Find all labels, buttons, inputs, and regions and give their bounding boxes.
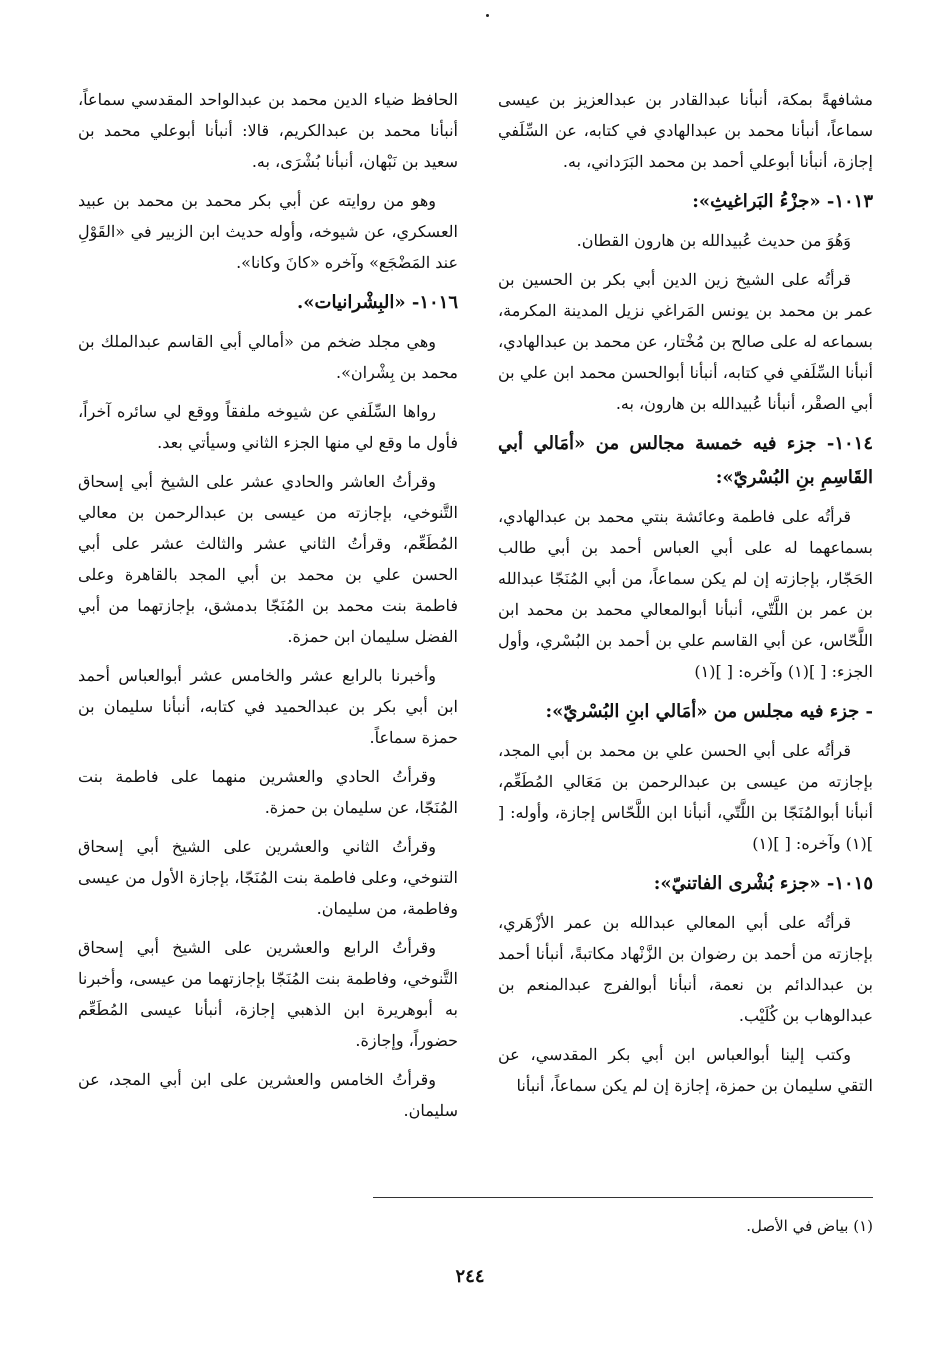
entry-heading: ١٠١٥- «جزء بُشْرى الفاتنيّ»: xyxy=(653,873,873,894)
paragraph: وقرأتُ الرابع والعشرين على الشيخ أبي إسحاق التَّنوخي، وفاطمة بنت المُنَجّا بإجازتهما من عيسى، وأخبرنا به أبوهريرة ابن الذهبي إجازة، أنبأنا عيسى المُطَعِّم حضوراً، وإجازة. xyxy=(78,938,458,1050)
paragraph: مشافهةً بمكة، أنبأنا عبدالقادر بن عبدالعزيز بن عيسى سماعاً، أنبأنا محمد بن عبدالهادي في كتابه، عن السِّلَفي إجازة، أنبأنا أبوعلي أحمد بن محمد البَرَداني، به. xyxy=(498,90,873,171)
paragraph: وَهُوَ من حديث عُبيدالله بن هارون القطان. xyxy=(576,231,851,250)
paragraph: وهي مجلد ضخم من «أمالي أبي القاسم عبدالملك بن محمد بن بِشْران». xyxy=(78,332,458,382)
entry-heading: ١٠١٦- «البِشْرانيات». xyxy=(297,292,458,313)
paragraph: قرأتُه على الشيخ زين الدين أبي بكر بن الحسين بن عمر بن محمد بن يونس المَراغي نزيل المدينة المكرمة، بسماعه له على صالح بن مُخْتار، عن محمد بن عبدالهادي، أنبأنا السِّلَفي في كتابه، أنبأنا أبوالحسن محمد ابن علي بن أبي الصقْر، أنبأنا عُبيدالله بن هارون، به. xyxy=(498,270,873,413)
paragraph: قرأتُه على أبي المعالي عبدالله بن عمر الأزْهَري، بإجازته من أحمد بن رضوان بن الزَّنْهاد مكاتبةً، أنبأنا أحمد بن عبدالدائم بن نعمة، أنبأنا أبوالفرج عبدالمنعم بن عبدالوهاب بن كُلَيْب. xyxy=(498,913,874,1025)
paragraph: وقرأتُ الخامس والعشرين على ابن أبي المجد، عن سليمان. xyxy=(78,1070,458,1120)
page-number: ٢٤٤ xyxy=(455,1266,485,1287)
paragraph: وقرأتُ الحادي والعشرين منهما على فاطمة بنت المُنَجّا، عن سليمان بن حمزة. xyxy=(78,767,458,817)
right-column xyxy=(498,84,873,1109)
entry-heading: - جزء فيه مجلس من «أمَالي ابنِ البُسْريّ»: xyxy=(545,701,873,722)
paragraph: رواها السِّلَفي عن شيوخه ملفقاً ووقع لي سائره آخراً، فأول ما وقع لي منها الجزء الثاني وسيأتي بعد. xyxy=(78,402,458,452)
paragraph: وأخبرنا بالرابع عشر والخامس عشر أبوالعباس أحمد ابن أبي بكر بن عبدالحميد في كتابه، أنبأنا سليمان بن حمزة سماعاً. xyxy=(78,666,458,747)
paragraph: وهو من روايته عن أبي بكر محمد بن محمد بن عبيد العسكري، عن شيوخه، وأوله حديث ابن الزبير في «القَوْلِ عند المَضْجَع» وآخره «كانَ وكانا». xyxy=(78,191,458,272)
paragraph: وقرأتُ العاشر والحادي عشر على الشيخ أبي إسحاق التَّنوخي، بإجازته من عيسى بن عبدالرحمن بن معالي المُطَعِّم، وقرأتُ الثاني عشر والثالث عشر على أبي الحسن علي بن محمد بن أبي المجد بالقاهرة وعلى فاطمة بنت محمد بن المُنَجّا بدمشق، بإجازتهما من أبي الفضل سليمان ابن حمزة. xyxy=(78,472,458,646)
paragraph: قرأتُه على أبي الحسن علي بن محمد بن أبي المجد، بإجازته من عيسى بن عبدالرحمن بن مَعَالي المُطَعِّم، أنبأنا أبوالمُنَجّا بن اللَّتّي، أنبأنا ابن اللَّحّاس إجازة، وأوله: [ ](١) وآخره: [ ](١) xyxy=(498,741,873,853)
entry-heading: ١٠١٣- «جزْءُ البَراغيثِ»: xyxy=(692,191,873,212)
entry-heading: ١٠١٤- جزء فيه خمسة مجالس من «أمَالي أبي القَاسِمِ بنِ البُسْريّ»: xyxy=(498,433,873,488)
left-column xyxy=(78,84,458,1134)
paragraph: وكتب إلينا أبوالعباس ابن أبي بكر المقدسي، عن التقي سليمان بن حمزة، إجازة إن لم يكن سماعاً، أنبأنا xyxy=(498,1045,873,1095)
footnote-divider xyxy=(373,1197,873,1198)
paragraph: قرأتُه على فاطمة وعائشة بنتي محمد بن عبدالهادي، بسماعهما له على أبي العباس أحمد بن أبي طالب الحَجّار، بإجازته إن لم يكن سماعاً، من أبي المُنَجّا عبدالله بن عمر بن اللَّتّي، أنبأنا أبوالمعالي محمد بن محمد ابن اللَّحّاس، عن أبي القاسم علي بن أحمد بن البُسْري، وأول الجزء: [ ](١) وآخره: [ ](١) xyxy=(498,507,873,681)
top-ornament-dot xyxy=(486,14,489,17)
footnote: (١) بياض في الأصل. xyxy=(746,1217,873,1235)
paragraph: الحافظ ضياء الدين محمد بن عبدالواحد المقدسي سماعاً، أنبأنا محمد بن عبدالكريم، قالا: أنبأنا أبوعلي محمد بن سعيد بن نَبْهان، أنبأنا بُشْرَى، به. xyxy=(78,90,458,171)
paragraph: وقرأتُ الثاني والعشرين على الشيخ أبي إسحاق التنوخي، وعلى فاطمة بنت المُنَجّا، بإجازة الأول من عيسى وفاطمة، من سليمان. xyxy=(78,837,458,918)
